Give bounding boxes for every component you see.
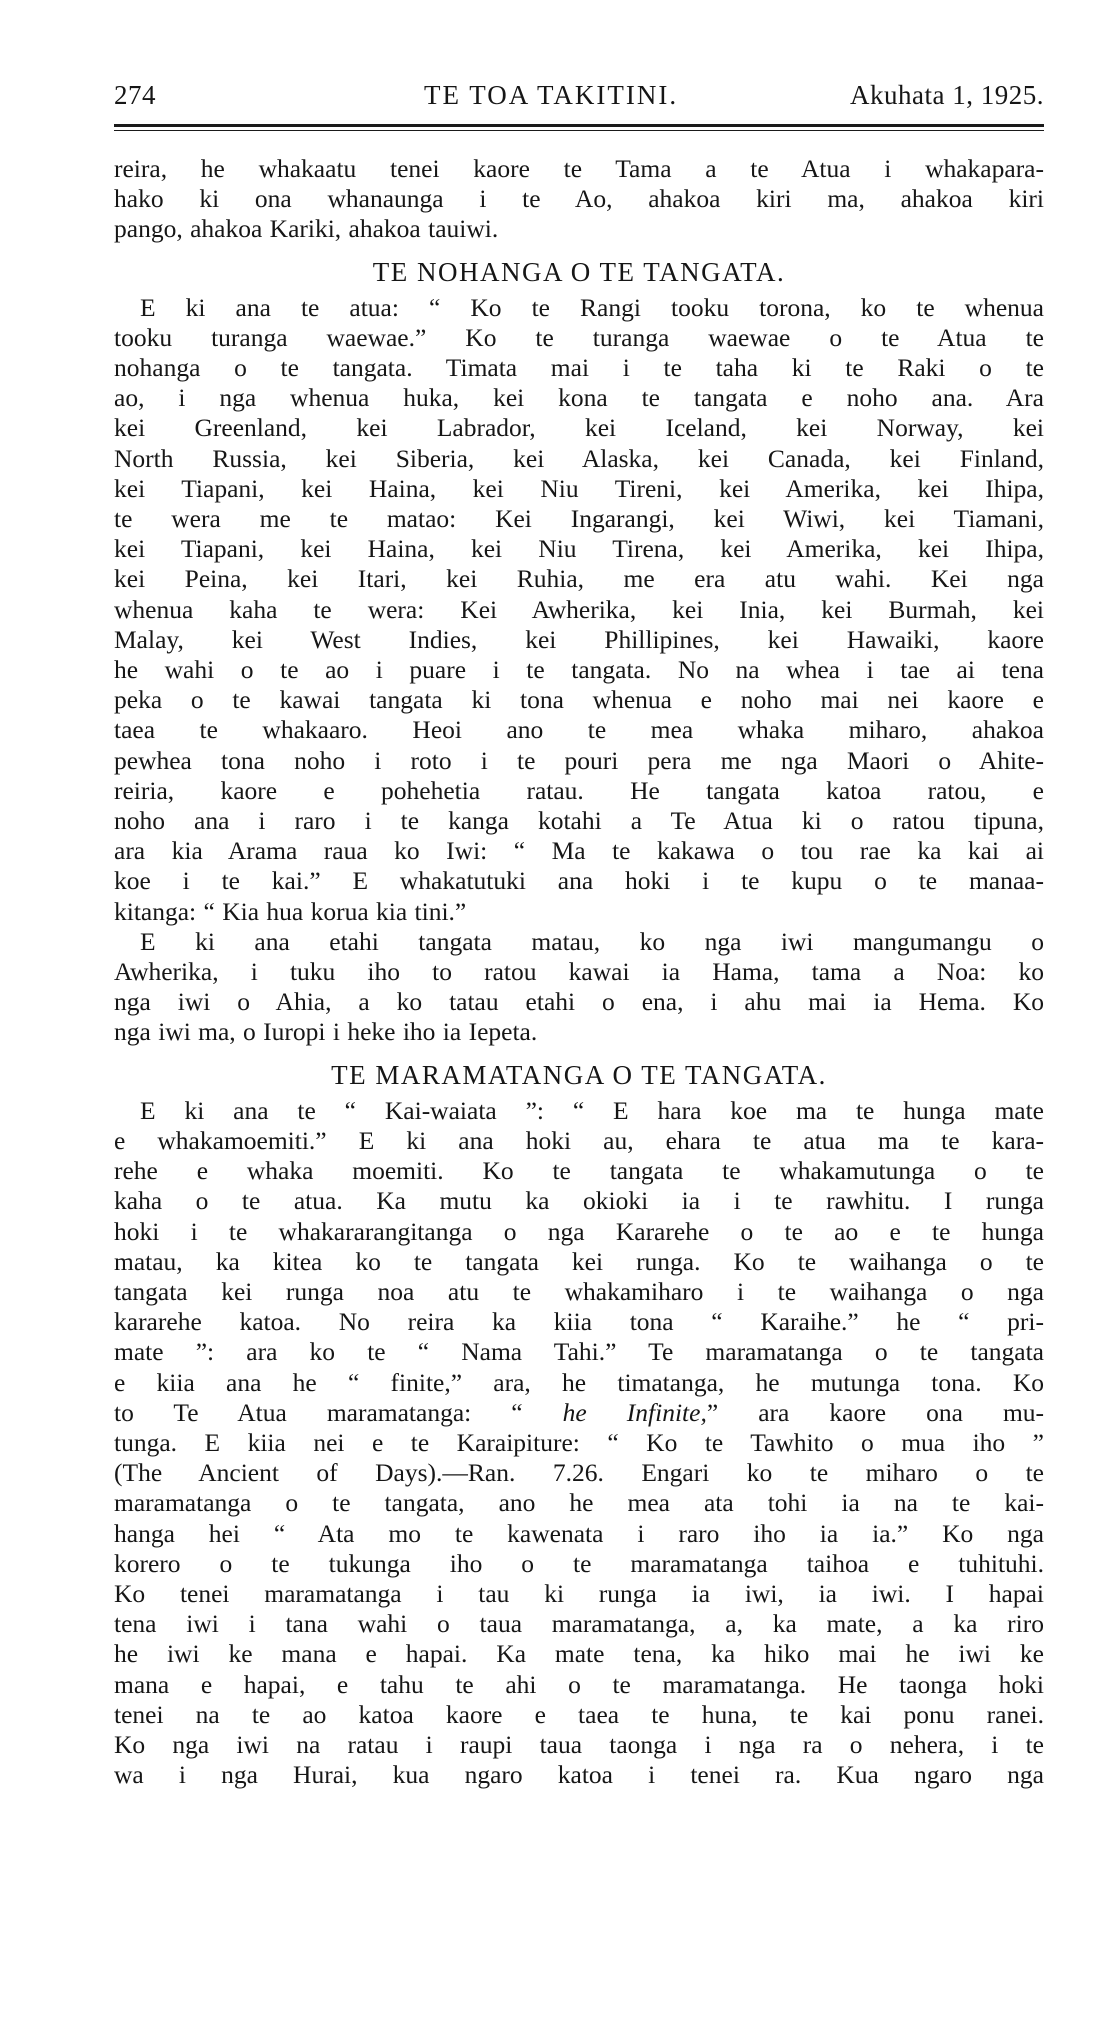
text-line-with-italic — [114, 1398, 1044, 1428]
page-number: 274 — [114, 80, 156, 110]
text-line: matau, ka kitea ko te tangata kei runga. Ko te waihanga o te — [114, 1246, 1044, 1276]
text-line: peka o te kawai tangata ki tona whenua e noho mai nei kaore e — [114, 685, 1044, 715]
text-line: rehe e whaka moemiti. Ko te tangata te whakamutunga o te — [114, 1156, 1044, 1186]
text-line: North Russia, kei Siberia, kei Alaska, kei Canada, kei Finland, — [114, 443, 1044, 473]
issue-date: Akuhata 1, 1925. — [850, 80, 1044, 110]
text-line: nohanga o te tangata. Timata mai i te taha ki te Raki o te — [114, 353, 1044, 383]
text-line: koe i te kai.” E whakatutuki ana hoki i te kupu o te manaa- — [114, 866, 1044, 896]
text-line: reira, he whakaatu tenei kaore te Tama a te Atua i whakapara- — [114, 154, 1044, 183]
text-line: E ki ana te “ Kai-waiata ”: “ E hara koe ma te hunga mate — [140, 1095, 1044, 1125]
text-line: ara kia Arama raua ko Iwi: “ Ma te kakawa o tou rae ka kai ai — [114, 836, 1044, 866]
text-line: he iwi ke mana e hapai. Ka mate tena, ka hiko mai he iwi ke — [114, 1639, 1044, 1669]
text-line: tangata kei runga noa atu te whakamiharo i te waihanga o nga — [114, 1276, 1044, 1306]
text-line: pango, ahakoa Kariki, ahakoa tauiwi. — [114, 214, 499, 244]
text-line: noho ana i raro i te kanga kotahi a Te Atua ki o ratou tipuna, — [114, 806, 1044, 836]
section-heading: TE NOHANGA O TE TANGATA. — [372, 256, 786, 287]
paragraph — [114, 1096, 1044, 1791]
italic-phrase: he Infinite, — [562, 1397, 707, 1427]
text-line: nga iwi ma, o Iuropi i heke iho ia Iepeta. — [114, 1017, 538, 1047]
text-line: E ki ana te atua: “ Ko te Rangi tooku torona, ko te whenua — [140, 292, 1044, 322]
text-line: taea te whakaaro. Heoi ano te mea whaka miharo, ahakoa — [114, 715, 1044, 745]
text-line: kei Peina, kei Itari, kei Ruhia, me era atu wahi. Kei nga — [114, 564, 1044, 594]
text-fragment: to Te Atua maramatanga: “ — [114, 1397, 563, 1427]
text-line: he wahi o te ao i puare i te tangata. No na whea i tae ai tena — [114, 655, 1044, 685]
text-line: tena iwi i tana wahi o taua maramatanga, a, ka mate, a ka riro — [114, 1609, 1044, 1639]
text-line: wa i nga Hurai, kua ngaro katoa i tenei ra. Kua ngaro nga — [114, 1760, 1044, 1790]
text-line: (The Ancient of Days).—Ran. 7.26. Engari ko te miharo o te — [114, 1458, 1044, 1488]
text-line: hako ki ona whanaunga i te Ao, ahakoa kiri ma, ahakoa kiri — [114, 184, 1044, 214]
paragraph-continuation — [114, 154, 1044, 245]
text-line: pewhea tona noho i roto i te pouri pera me nga Maori o Ahite- — [114, 745, 1044, 775]
text-line: tooku turanga waewae.” Ko te turanga waewae o te Atua te — [114, 322, 1044, 352]
text-line: hanga hei “ Ata mo te kawenata i raro iho ia ia.” Ko nga — [114, 1518, 1044, 1548]
section-heading: TE MARAMATANGA O TE TANGATA. — [331, 1059, 827, 1090]
text-line: Ko tenei maramatanga i tau ki runga ia iwi, ia iwi. I hapai — [114, 1578, 1044, 1608]
text-line: kitanga: “ Kia hua korua kia tini.” — [114, 896, 467, 926]
text-line: e kiia ana he “ finite,” ara, he timatanga, he mutunga tona. Ko — [114, 1367, 1044, 1397]
text-line: nga iwi o Ahia, a ko tatau etahi o ena, i ahu mai ia Hema. Ko — [114, 987, 1044, 1017]
text-line: te wera me te matao: Kei Ingarangi, kei Wiwi, kei Tiamani, — [114, 504, 1044, 534]
article-body — [114, 154, 1044, 1790]
text-line: tunga. E kiia nei e te Karaipiture: “ Ko te Tawhito o mua iho ” — [114, 1427, 1044, 1457]
text-line: maramatanga o te tangata, ano he mea ata tohi ia na te kai- — [114, 1488, 1044, 1518]
text-line: kaha o te atua. Ka mutu ka okioki ia i te rawhitu. I runga — [114, 1186, 1044, 1216]
text-fragment: ” ara kaore ona mu- — [706, 1397, 1044, 1427]
paragraph — [114, 927, 1044, 1048]
text-line: Malay, kei West Indies, kei Phillipines, kei Hawaiki, kaore — [114, 624, 1044, 654]
text-line: E ki ana etahi tangata matau, ko nga iwi mangumangu o — [140, 926, 1044, 956]
paragraph — [114, 293, 1044, 927]
text-line: Ko nga iwi na ratau i raupi taua taonga i nga ra o nehera, i te — [114, 1729, 1044, 1759]
text-line: mana e hapai, e tahu te ahi o te maramatanga. He taonga hoki — [114, 1669, 1044, 1699]
document-page — [114, 80, 1044, 1790]
text-line: kei Tiapani, kei Haina, kei Niu Tirena, kei Amerika, kei Ihipa, — [114, 534, 1044, 564]
running-header — [114, 80, 1044, 120]
text-line: hoki i te whakararangitanga o nga Kararehe o te ao e te hunga — [114, 1216, 1044, 1246]
text-line: e whakamoemiti.” E ki ana hoki au, ehara te atua ma te kara- — [114, 1125, 1044, 1155]
text-line: mate ”: ara ko te “ Nama Tahi.” Te maramatanga o te tangata — [114, 1337, 1044, 1367]
header-rule-thin — [114, 130, 1044, 131]
text-line: ao, i nga whenua huka, kei kona te tangata e noho ana. Ara — [114, 383, 1044, 413]
text-line: kararehe katoa. No reira ka kiia tona “ Karaihe.” he “ pri- — [114, 1307, 1044, 1337]
text-line: whenua kaha te wera: Kei Awherika, kei Inia, kei Burmah, kei — [114, 594, 1044, 624]
text-line: kei Greenland, kei Labrador, kei Iceland, kei Norway, kei — [114, 413, 1044, 443]
publication-title: TE TOA TAKITINI. — [424, 80, 679, 110]
text-line: korero o te tukunga iho o te maramatanga taihoa e tuhituhi. — [114, 1548, 1044, 1578]
text-line: tenei na te ao katoa kaore e taea te huna, te kai ponu ranei. — [114, 1699, 1044, 1729]
text-line: kei Tiapani, kei Haina, kei Niu Tireni, kei Amerika, kei Ihipa, — [114, 473, 1044, 503]
text-line: Awherika, i tuku iho to ratou kawai ia Hama, tama a Noa: ko — [114, 957, 1044, 987]
text-line: reiria, kaore e pohehetia ratau. He tangata katoa ratou, e — [114, 775, 1044, 805]
header-rule-thick — [114, 124, 1044, 127]
